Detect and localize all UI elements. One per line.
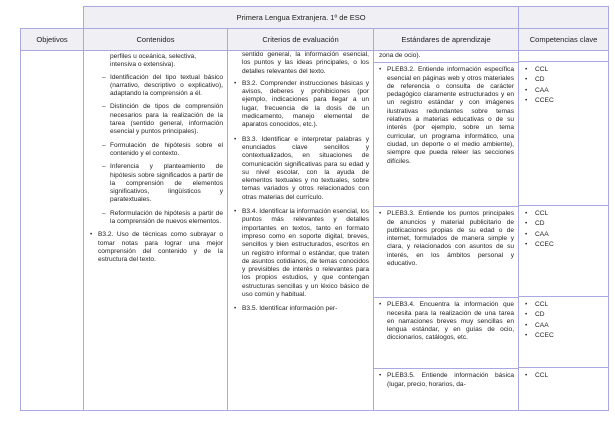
empty-title-cell [519,7,609,29]
criterios-items [234,80,369,314]
contenidos-subitem-text: Identificación del tipo textual básico (narrativo, descriptivo o explicativo), adaptando la comprensión a él. [110,73,223,98]
contenidos-subitem [90,74,223,99]
competencia-code: CD [535,76,545,84]
estandar-item [374,63,518,207]
competencia-code: CAA [535,230,549,238]
bullet-icon: • [90,231,93,239]
criterio-text: B3.5. Identificar información per- [242,305,338,313]
estandares-continued [374,51,518,63]
criterio-text: B3.4. Identificar la información esencial, los puntos más relevantes y detalles importantes en textos, tanto en formato impreso como en soporte digital, breves, sencillos y bien estructurados, escritos en un registro informal o estándar, que traten de asuntos cotidianos, de temas conocidos y previsibles de interés o relevantes para los propios estudios, y que contengan estructuras sencillas y un léxico básico de uso común y habitual. [242,208,369,299]
estandar-entry [379,66,514,166]
continued-text: zona de ocio). [379,52,421,59]
contenidos-subitem-text: Formulación de hipótesis sobre el contenido y el contexto. [110,141,223,157]
dash-icon: – [102,73,106,81]
competencia-item [525,300,606,310]
estandar-text: PLEB3.4. Encuentra la información que necesita para la realización de una tarea en narraciones breves muy sencillas en lengua estándar, y en guías de ocio, diccionarios, catálogos, etc. [387,301,515,342]
bullet-icon: • [234,135,237,143]
contenidos-subitem-text: Distinción de tipos de comprensión necesarios para la realización de la tarea (sentido general, información esencial y puntos principales). [110,103,223,136]
criterio-item [234,136,369,202]
contenidos-b32-text: B3.2. Uso de técnicas como subrayar o tomar notas para lograr una mejor comprensión del contenido y de la estructura del texto. [98,231,223,264]
bullet-icon: • [525,230,528,238]
column-header-row [21,29,609,51]
bullet-icon: • [525,311,528,319]
header-contenidos: Contenidos [84,29,228,51]
competencia-code: CAA [535,86,549,94]
header-estandares: Estándares de aprendizaje [374,29,519,51]
bullet-icon: • [525,241,528,249]
competencias-group [519,297,608,368]
criterio-text: B3.2. Comprender instrucciones básicas y avisos, deberes y prohibiciones (por ejemplo, indicaciones para llegar a un lugar, frecuencia de la dosis de un medicamento, manejo elemental de aparatos conocidos, etc.). [242,79,369,129]
contenidos-cell [84,51,228,411]
bullet-icon: • [525,76,528,84]
bullet-icon: • [525,210,528,217]
estandares-cell [374,51,519,411]
criterios-continued [234,51,369,76]
contenidos-subitems [90,74,223,227]
competencias-group [519,368,608,408]
estandar-entry [379,372,514,389]
contenidos-subitem-text: Inferencia y planteamiento de hipótesis sobre significados a partir de la comprensión de elementos significativos, lingüísticos y paratextuales. [110,163,223,204]
competencias-groups [525,62,606,408]
bullet-icon: • [525,321,528,329]
bullet-icon: • [379,301,382,309]
dash-icon: – [102,163,106,171]
competencia-code: CCL [535,210,549,217]
header-criterios: Criterios de evaluación [228,29,374,51]
competencia-code: CD [535,311,545,319]
bullet-icon: • [379,210,382,218]
competencia-code: CCL [535,301,549,308]
header-objetivos: Objetivos [21,29,84,51]
contenidos-subitem-text: Reformulación de hipótesis a partir de la comprensión de nuevos elementos. [110,209,223,226]
bullet-icon: • [525,97,528,105]
bullet-icon: • [379,372,382,380]
bullet-icon: • [525,66,528,73]
objetivos-cell [21,51,84,411]
bullet-icon: • [234,208,237,216]
contenidos-subitem [90,103,223,136]
curriculum-table [20,6,609,411]
empty-corner [21,7,84,29]
table-title: Primera Lengua Extranjera. 1º de ESO [84,7,519,29]
bullet-icon: • [379,66,382,74]
bullet-icon: • [525,332,528,340]
competencia-item [525,371,606,381]
bullet-icon: • [234,79,237,87]
content-row [21,51,609,411]
competencia-item [525,209,606,219]
bullet-icon: • [525,86,528,94]
criterio-item [234,80,369,130]
criterio-text: B3.3. Identificar e interpretar palabras y enunciados clave sencillos y contextualizados, en situaciones de comunicación significativas para su edad y su nivel escolar, con la ayuda de elementos textuales y no textuales, sobre temas variados y otros relacionados con otras materias del currículo. [242,135,369,201]
bullet-icon: • [525,220,528,228]
competencia-item [525,321,606,331]
competencia-code: CCL [535,66,549,73]
estandar-text: PLEB3.3. Entiende los puntos principales de anuncios y material publicitario de publicaciones propias de su edad o de internet, formulados de manera simple y clara, y relacionados con asuntos de su interés, en los ámbitos personal y educativo. [387,210,515,268]
competencia-item [525,65,606,75]
competencia-code: CCL [535,372,549,379]
competencias-group [519,62,608,206]
estandar-item [374,369,518,409]
competencias-cell [519,51,609,411]
contenidos-subitem [90,163,223,204]
bullet-icon: • [525,301,528,308]
competencia-item [525,219,606,229]
contenidos-subitem [90,210,223,227]
estandar-item [374,207,518,298]
header-competencias: Competencias clave [519,29,609,51]
competencia-item [525,86,606,96]
dash-icon: – [102,141,106,149]
contenidos-b32 [90,231,223,264]
competencia-item [525,310,606,320]
estandares-items [379,63,514,409]
estandar-item [374,298,518,369]
competencias-group [519,206,608,297]
table-title-row [21,7,609,29]
criterio-item [234,208,369,299]
competencia-item [525,331,606,341]
criterios-cell [228,51,374,411]
dash-icon: – [102,103,106,111]
estandar-text: PLEB3.2. Entiende información específica esencial en páginas web y otros materiales de referencia o consulta de carácter pedagógico claramente estructurados y en un registro estándar y con imágenes ilustrativas redundantes sobre temas relativos a materias educativas o de su interés (por ejemplo, sobre un tema curricular, un programa informático, una ciudad, un deporte o el medio ambiente), siempre que pueda releer las secciones difíciles. [387,66,515,165]
competencia-code: CAA [535,321,549,329]
contenidos-continued [90,53,223,70]
bullet-icon: • [234,305,237,313]
competencia-code: CCEC [535,332,554,340]
competencia-item [525,230,606,240]
continued-text: sentido general, la información esencial, los puntos y las ideas principales, o los detalles relevantes del texto. [242,51,369,75]
competencia-item [525,240,606,250]
contenidos-subitem [90,142,223,159]
continued-text: perfiles u oceánica, selectiva, intensiva o extensiva). [110,53,197,69]
estandar-entry [379,301,514,342]
estandar-entry [379,210,514,268]
competencia-code: CCEC [535,97,554,105]
competencia-code: CCEC [535,241,554,249]
competencias-spacer [519,51,608,62]
competencia-code: CD [535,220,545,228]
competencia-item [525,96,606,106]
criterio-item [234,305,369,313]
estandar-text: PLEB3.5. Entiende información básica (lugar, precio, horarios, da- [387,372,515,388]
dash-icon: – [102,209,106,217]
competencia-item [525,75,606,85]
bullet-icon: • [525,372,528,379]
